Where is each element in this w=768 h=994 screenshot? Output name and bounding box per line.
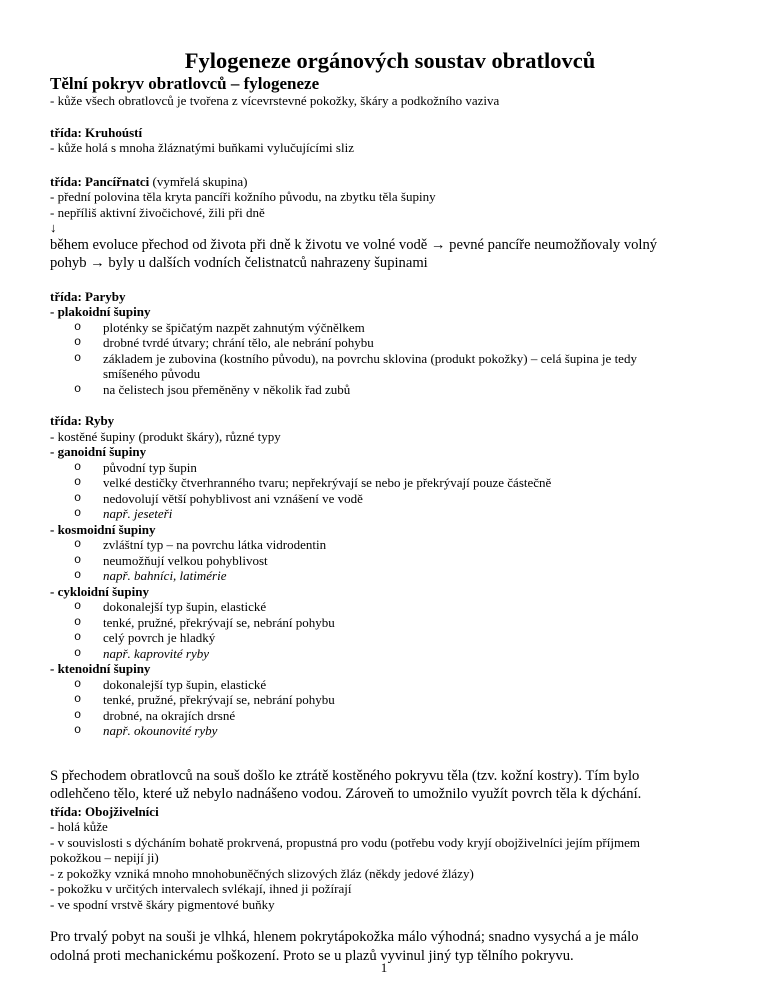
bullet-icon: o xyxy=(74,552,82,567)
section-ryby xyxy=(50,413,730,739)
text-line: pohyb → byly u dalších vodních čelistnatců nahrazeny šupinami xyxy=(50,255,428,271)
bullet-icon: o xyxy=(74,614,82,629)
text-line: Pro trvalý pobyt na souši je vlhká, hlenem pokrytápokožka málo výhodná; snadno vysychá a je málo xyxy=(50,929,639,945)
text-line: - kůže holá s mnoha žláznatými buňkami vylučujícími sliz xyxy=(50,140,354,155)
list-item: o základem je zubovina (kostního původu), na povrchu sklovina (produkt pokožky) – celá šupina je tedy xyxy=(74,350,637,366)
bullet-icon: o xyxy=(74,676,82,691)
section-title: Tělní pokryv obratlovců – fylogeneze xyxy=(50,74,320,93)
scale-type-label: - kosmoidní šupiny xyxy=(50,521,156,537)
down-arrow: ↓ xyxy=(50,220,57,235)
bullet-icon: o xyxy=(74,506,82,520)
class-heading: třída: Obojživelníci xyxy=(50,803,159,819)
list-item: o např. okounovité ryby xyxy=(74,723,218,738)
list-item: o neumožňují velkou pohyblivost xyxy=(74,552,268,568)
list-item: o ploténky se špičatým nazpět zahnutým výčnělkem xyxy=(74,319,365,335)
bullet-icon: o xyxy=(74,350,82,365)
text-line: - holá kůže xyxy=(50,819,108,834)
text-line: - pokožku v určitých intervalech svlékají, ihned ji požírají xyxy=(50,881,352,896)
text-line: - z pokožky vzniká mnoho mnohobuněčných slizových žláz (někdy jedové žlázy) xyxy=(50,865,474,881)
paragraph-transition xyxy=(50,767,730,804)
document-page xyxy=(50,48,730,965)
text-line: odlehčeno tělo, které už nebylo nadnášeno vodou. Zároveň to umožnilo využít povrch těla k dýchání. xyxy=(50,786,642,802)
bullet-icon: o xyxy=(74,335,82,349)
list-item: o celý povrch je hladký xyxy=(74,630,216,645)
text-line: během evoluce přechod od života při dně k životu ve volné vodě → pevné pancíře neumožňovaly volný xyxy=(50,236,658,253)
list-item: o zvláštní typ – na povrchu látka vidrodentin xyxy=(74,537,327,552)
class-heading-line xyxy=(50,174,730,190)
bullet-icon: o xyxy=(74,630,82,644)
text-line: S přechodem obratlovců na souš došlo ke ztrátě kostěného pokryvu těla (tzv. kožní kostry). Tím bylo xyxy=(50,767,640,784)
list-item: o dokonalejší typ šupin, elastické xyxy=(74,599,267,614)
bullet-icon: o xyxy=(74,459,82,474)
text-line: - v souvislosti s dýcháním bohatě prokrvená, propustná pro vodu (potřebu vody kryjí obojživelníci jejím příjmem xyxy=(50,834,640,850)
section-kruhousti xyxy=(50,125,730,156)
list-item: o drobné tvrdé útvary; chrání tělo, ale nebrání pohybu xyxy=(74,335,374,350)
text-line: - ve spodní vrstvě škáry pigmentové buňky xyxy=(50,896,275,912)
text-line: odolná proti mechanickému poškození. Proto se u plazů vyvinul jiný typ tělního pokryvu. xyxy=(50,947,574,964)
scale-type-label: - ktenoidní šupiny xyxy=(50,661,151,676)
list-item: o na čelistech jsou přeměněny v několik řad zubů xyxy=(74,381,351,397)
scale-type-label: - ganoidní šupiny xyxy=(50,444,147,459)
list-item: o drobné, na okrajích drsné xyxy=(74,707,236,723)
bullet-icon: o xyxy=(74,490,82,505)
list-item-continuation: smíšeného původu xyxy=(103,366,201,381)
list-item: o tenké, pružné, překrývají se, nebrání pohybu xyxy=(74,614,335,630)
text-line: pokožkou – nepijí ji) xyxy=(50,850,159,865)
list-item: o např. bahníci, latimérie xyxy=(74,568,227,583)
text-line: - nepříliš aktivní živočichové, žili při dně xyxy=(50,204,265,220)
class-heading: třída: Kruhoústí xyxy=(50,124,143,140)
bullet-icon: o xyxy=(74,475,82,489)
section-pancirnatci xyxy=(50,174,730,273)
bullet-icon: o xyxy=(74,723,82,737)
scale-type-label: - plakoidní šupiny xyxy=(50,304,151,319)
heading-note: (vymřelá skupina) xyxy=(149,173,248,189)
class-heading: třída: Ryby xyxy=(50,413,115,428)
class-heading: třída: Paryby xyxy=(50,288,126,304)
list-item: o původní typ šupin xyxy=(74,459,197,475)
bullet-icon: o xyxy=(74,319,82,334)
text-line: - kostěné šupiny (produkt škáry), různé typy xyxy=(50,428,281,444)
section-obojzivelnici xyxy=(50,804,730,913)
bullet-icon: o xyxy=(74,692,82,706)
scale-type-label: - cykloidní šupiny xyxy=(50,583,149,599)
bullet-icon: o xyxy=(74,707,82,722)
bullet-icon: o xyxy=(74,381,82,396)
bullet-icon: o xyxy=(74,599,82,613)
section-paryby xyxy=(50,289,730,398)
list-item: o tenké, pružné, překrývají se, nebrání pohybu xyxy=(74,692,335,707)
list-item: o např. jeseteři xyxy=(74,506,173,521)
page-number: 1 xyxy=(380,960,388,975)
page-title: Fylogeneze orgánových soustav obratlovců xyxy=(184,48,596,73)
list-item: o dokonalejší typ šupin, elastické xyxy=(74,676,267,692)
text-line: - přední polovina těla kryta pancíři kožního původu, na zbytku těla šupiny xyxy=(50,189,436,204)
class-heading: třída: Pancířnatci xyxy=(50,173,150,189)
bullet-icon: o xyxy=(74,645,82,660)
list-item: o nedovolují větší pohyblivost ani vznášení ve vodě xyxy=(74,490,363,506)
list-item: o velké destičky čtverhranného tvaru; nepřekrývají se nebo je překrývají pouze částečně xyxy=(74,475,552,490)
bullet-icon: o xyxy=(74,568,82,582)
intro-line: - kůže všech obratlovců je tvořena z vícevrstevné pokožky, škáry a podkožního vaziva xyxy=(50,93,500,108)
list-item: o např. kaprovité ryby xyxy=(74,645,210,661)
bullet-icon: o xyxy=(74,537,82,551)
